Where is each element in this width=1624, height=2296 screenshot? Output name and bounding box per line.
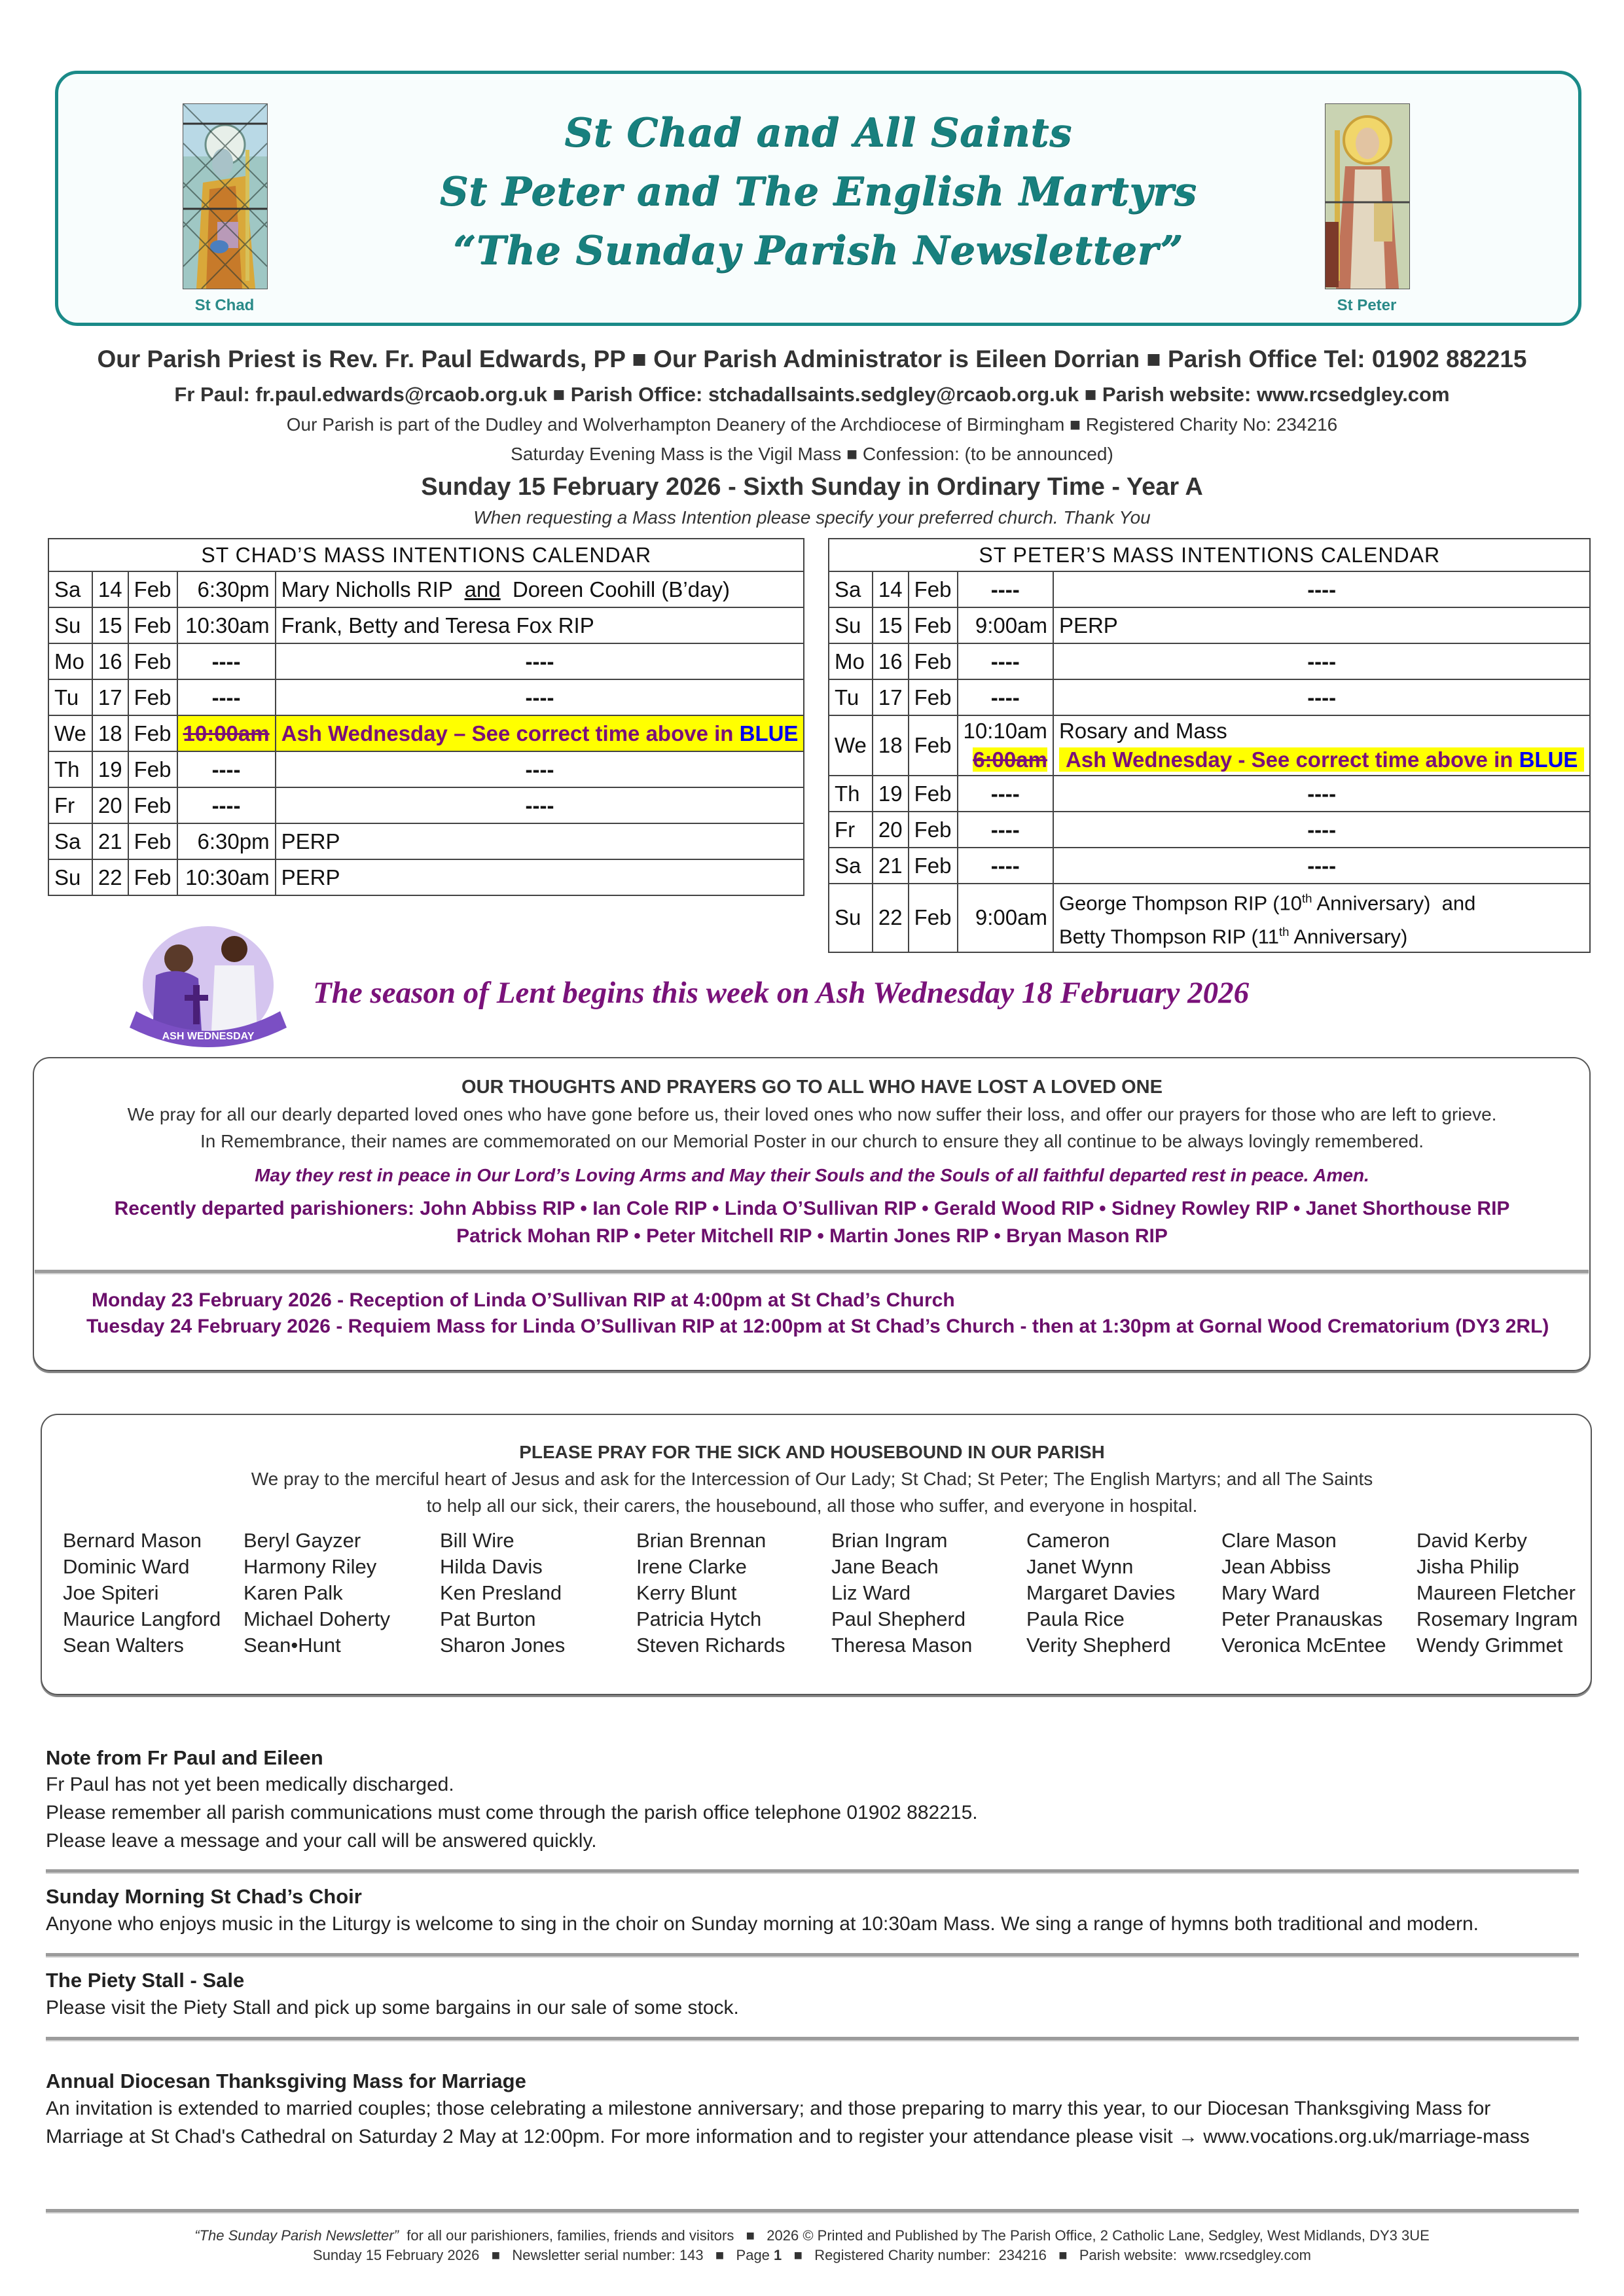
time-cell: 6:30pm bbox=[177, 823, 276, 859]
struck-time: 6:00am bbox=[973, 747, 1047, 772]
note-body bbox=[46, 1770, 978, 1855]
sick-name: Sean Walters bbox=[63, 1634, 184, 1657]
sick-name: Hilda Davis bbox=[440, 1555, 543, 1578]
divider bbox=[35, 1270, 1589, 1274]
table-row bbox=[48, 823, 804, 859]
note-line: Fr Paul has not yet been medically discharged. bbox=[46, 1774, 454, 1795]
note-line: Please remember all parish communications must come through the parish office telephone 01902 882215. bbox=[46, 1802, 978, 1823]
sick-name: Margaret Davies bbox=[1026, 1581, 1176, 1604]
time-cell: ---- bbox=[958, 679, 1053, 715]
masthead-title-line-2: St Peter and The English Martyrs bbox=[439, 169, 1197, 215]
table-row bbox=[829, 571, 1590, 607]
sick-name: Liz Ward bbox=[831, 1581, 911, 1604]
month-cell: Feb bbox=[909, 643, 958, 679]
parish-contacts-line: Our Parish Priest is Rev. Fr. Paul Edwards, PP ■ Our Parish Administrator is Eileen Dorrian ■ Parish Office Tel: 01902 882215 bbox=[97, 346, 1527, 372]
vigil-confession-line: Saturday Evening Mass is the Vigil Mass ■ Confession: (to be announced) bbox=[511, 444, 1113, 464]
divider bbox=[46, 2037, 1579, 2041]
bereavement-text-1: We pray for all our dearly departed loved ones who have gone before us, their loved ones who now suffer their loss, and offer our prayers for those who are left to grieve. bbox=[127, 1104, 1497, 1124]
table-row bbox=[48, 787, 804, 823]
blue-word: BLUE bbox=[739, 721, 799, 745]
marriage-line-1: An invitation is extended to married couples; those celebrating a milestone anniversary; and those preparing to marry this year, to our Diocesan Thanksgiving Mass for bbox=[46, 2098, 1491, 2119]
masthead bbox=[55, 71, 1581, 326]
ordinal-suffix: th bbox=[1302, 891, 1312, 905]
table-row bbox=[48, 643, 804, 679]
newsletter-name: “The Sunday Parish Newsletter” bbox=[194, 2227, 399, 2244]
intention-cell: ---- bbox=[276, 787, 804, 823]
day-cell: Fr bbox=[48, 787, 92, 823]
intention-cell: ---- bbox=[1053, 776, 1590, 812]
time-cell: 6:30pm bbox=[177, 571, 276, 607]
time-cell: ---- bbox=[958, 812, 1053, 848]
day-cell: Th bbox=[48, 751, 92, 787]
footer-serial-info: Sunday 15 February 2026 ■ Newsletter serial number: 143 ■ Page bbox=[312, 2247, 774, 2263]
sick-name: Mary Ward bbox=[1221, 1581, 1320, 1604]
sick-name: Karen Palk bbox=[244, 1581, 343, 1604]
table-row bbox=[829, 776, 1590, 812]
parish-emails-line: Fr Paul: fr.paul.edwards@rcaob.org.uk ■ Parish Office: stchadallsaints.sedgley@rcaob.org.uk ■ Parish website: www.rcsedgley.com bbox=[174, 383, 1450, 406]
month-cell: Feb bbox=[128, 823, 177, 859]
sick-name: Maureen Fletcher bbox=[1416, 1581, 1576, 1604]
masthead-title-line-3: “The Sunday Parish Newsletter” bbox=[453, 228, 1183, 274]
sick-name: Kerry Blunt bbox=[636, 1581, 737, 1604]
intention-and: and bbox=[464, 577, 501, 601]
month-cell: Feb bbox=[128, 643, 177, 679]
day-cell: We bbox=[829, 715, 873, 776]
divider bbox=[46, 1869, 1579, 1874]
sick-name: Jean Abbiss bbox=[1221, 1555, 1331, 1578]
month-cell: Feb bbox=[128, 859, 177, 895]
time-cell: ---- bbox=[177, 751, 276, 787]
month-cell: Feb bbox=[909, 884, 958, 952]
intention-cell bbox=[276, 571, 804, 607]
sick-name: Harmony Riley bbox=[244, 1555, 377, 1578]
choir-title: Sunday Morning St Chad’s Choir bbox=[46, 1885, 362, 1908]
day-cell: Su bbox=[829, 607, 873, 643]
date-cell: 15 bbox=[873, 607, 909, 643]
bereavement-text-2: In Remembrance, their names are commemorated on our Memorial Poster in our church to ensure they all continue to be always lovingly remembered. bbox=[200, 1131, 1424, 1151]
day-cell: Tu bbox=[829, 679, 873, 715]
time-cell: ---- bbox=[177, 679, 276, 715]
sick-name: Ken Presland bbox=[440, 1581, 562, 1604]
footer-charity-website: ■ Registered Charity number: 234216 ■ Parish website: www.rcsedgley.com bbox=[782, 2247, 1312, 2263]
intention-text: Betty Thompson RIP (11 bbox=[1058, 925, 1279, 948]
date-cell: 21 bbox=[873, 848, 909, 884]
time-cell: ---- bbox=[958, 776, 1053, 812]
sick-name: Clare Mason bbox=[1221, 1529, 1337, 1552]
time-cell: 10:30am bbox=[177, 607, 276, 643]
footer-publisher: for all our parishioners, families, friends and visitors ■ 2026 © Printed and Published by The Parish Office, 2 Catholic Lane, Sedgley, West Midlands, DY3 3UE bbox=[399, 2227, 1430, 2244]
date-cell: 18 bbox=[873, 715, 909, 776]
month-cell: Feb bbox=[909, 812, 958, 848]
date-cell: 21 bbox=[92, 823, 128, 859]
date-cell: 20 bbox=[92, 787, 128, 823]
table-row bbox=[48, 571, 804, 607]
date-cell: 16 bbox=[92, 643, 128, 679]
sick-name: Irene Clarke bbox=[636, 1555, 747, 1578]
day-cell: Sa bbox=[829, 848, 873, 884]
mass-intention-request-note: When requesting a Mass Intention please specify your preferred church. Thank You bbox=[473, 507, 1151, 528]
ash-wednesday-notice: Ash Wednesday - See correct time above in bbox=[1065, 747, 1519, 772]
sick-name: Sean•Hunt bbox=[244, 1634, 341, 1657]
footer-line-1 bbox=[0, 2227, 1624, 2244]
intention-cell: PERP bbox=[276, 823, 804, 859]
sick-name: Beryl Gayzer bbox=[244, 1529, 361, 1552]
intention-text: Doreen Coohill (B’day) bbox=[500, 577, 730, 601]
date-cell: 22 bbox=[873, 884, 909, 952]
lent-announcement: The season of Lent begins this week on Ash Wednesday 18 February 2026 bbox=[313, 976, 1250, 1010]
month-cell: Feb bbox=[909, 679, 958, 715]
liturgical-date-line: Sunday 15 February 2026 - Sixth Sunday in Ordinary Time - Year A bbox=[421, 473, 1203, 501]
month-cell: Feb bbox=[128, 607, 177, 643]
sick-name: Jane Beach bbox=[831, 1555, 939, 1578]
st-peter-stained-glass-image bbox=[1325, 103, 1410, 289]
date-cell: 14 bbox=[873, 571, 909, 607]
sick-intercession-text-1: We pray to the merciful heart of Jesus and ask for the Intercession of Our Lady; St Chad; St Peter; The English Martyrs; and all The Saints bbox=[251, 1469, 1373, 1489]
date-cell: 16 bbox=[873, 643, 909, 679]
sick-name: Pat Burton bbox=[440, 1607, 536, 1630]
intention-cell: ---- bbox=[1053, 848, 1590, 884]
page-number: 1 bbox=[774, 2247, 782, 2263]
footer-line-2 bbox=[0, 2247, 1624, 2264]
table-row bbox=[48, 679, 804, 715]
table-row bbox=[48, 607, 804, 643]
sick-name: Michael Doherty bbox=[244, 1607, 390, 1630]
table-title: ST PETER’S MASS INTENTIONS CALENDAR bbox=[829, 539, 1590, 571]
sick-intercession-text-2: to help all our sick, their carers, the housebound, all those who suffer, and everyone in hospital. bbox=[426, 1496, 1198, 1516]
intention-cell: ---- bbox=[1053, 643, 1590, 679]
sick-name: Wendy Grimmet bbox=[1416, 1634, 1563, 1657]
sick-name: Joe Spiteri bbox=[63, 1581, 159, 1604]
masthead-title-line-1: St Chad and All Saints bbox=[564, 110, 1072, 156]
day-cell: We bbox=[48, 715, 92, 751]
time-cell bbox=[958, 715, 1053, 776]
time-cell: ---- bbox=[958, 571, 1053, 607]
date-cell: 22 bbox=[92, 859, 128, 895]
month-cell: Feb bbox=[128, 571, 177, 607]
sick-name: Paula Rice bbox=[1026, 1607, 1125, 1630]
date-cell: 19 bbox=[873, 776, 909, 812]
day-cell: Sa bbox=[829, 571, 873, 607]
day-cell: Mo bbox=[48, 643, 92, 679]
piety-stall-title: The Piety Stall - Sale bbox=[46, 1969, 245, 1992]
month-cell: Feb bbox=[909, 607, 958, 643]
table-row bbox=[829, 607, 1590, 643]
time-cell: 9:00am bbox=[958, 607, 1053, 643]
rest-in-peace-prayer: May they rest in peace in Our Lord’s Loving Arms and May their Souls and the Souls of all faithful departed rest in peace. Amen. bbox=[255, 1165, 1369, 1185]
table-row bbox=[829, 884, 1590, 952]
intention-cell bbox=[1053, 715, 1590, 776]
intention-cell: ---- bbox=[1053, 571, 1590, 607]
sick-name: Brian Brennan bbox=[636, 1529, 767, 1552]
sick-name: Cameron bbox=[1026, 1529, 1110, 1552]
date-cell: 19 bbox=[92, 751, 128, 787]
sick-name: Peter Pranauskas bbox=[1221, 1607, 1383, 1630]
intention-cell: Frank, Betty and Teresa Fox RIP bbox=[276, 607, 804, 643]
day-cell: Th bbox=[829, 776, 873, 812]
intention-cell: ---- bbox=[276, 751, 804, 787]
month-cell: Feb bbox=[909, 776, 958, 812]
sick-name: Bill Wire bbox=[440, 1529, 514, 1552]
deanery-charity-line: Our Parish is part of the Dudley and Wolverhampton Deanery of the Archdiocese of Birmingham ■ Registered Charity No: 234216 bbox=[286, 414, 1338, 435]
day-cell: Su bbox=[48, 859, 92, 895]
intention-cell: PERP bbox=[1053, 607, 1590, 643]
requiem-mass-event: Tuesday 24 February 2026 - Requiem Mass for Linda O’Sullivan RIP at 12:00pm at St Chad’s Church - then at 1:30pm at Gornal Wood Crematorium (DY3 2RL) bbox=[86, 1316, 1549, 1337]
time-cell: ---- bbox=[958, 643, 1053, 679]
sick-name: Patricia Hytch bbox=[636, 1607, 762, 1630]
marriage-mass-title: Annual Diocesan Thanksgiving Mass for Marriage bbox=[46, 2070, 526, 2092]
bereavement-title: OUR THOUGHTS AND PRAYERS GO TO ALL WHO HAVE LOST A LOVED ONE bbox=[461, 1077, 1163, 1098]
intention-cell: ---- bbox=[276, 679, 804, 715]
st-peter-caption: St Peter bbox=[1337, 296, 1397, 314]
date-cell: 14 bbox=[92, 571, 128, 607]
month-cell: Feb bbox=[128, 715, 177, 751]
date-cell: 15 bbox=[92, 607, 128, 643]
piety-stall-text: Please visit the Piety Stall and pick up some bargains in our sale of some stock. bbox=[46, 1997, 739, 2018]
table-row-ash-wednesday bbox=[48, 715, 804, 751]
st-peter-mass-intentions-table bbox=[828, 538, 1591, 953]
sick-name: Brian Ingram bbox=[831, 1529, 948, 1552]
table-row bbox=[48, 859, 804, 895]
date-cell: 18 bbox=[92, 715, 128, 751]
ordinal-suffix: th bbox=[1278, 925, 1290, 939]
intention-cell: ---- bbox=[276, 643, 804, 679]
ash-wednesday-graphic bbox=[117, 920, 306, 1050]
choir-text: Anyone who enjoys music in the Liturgy is welcome to sing in the choir on Sunday morning at 10:30am Mass. We sing a range of hymns both traditional and modern. bbox=[46, 1913, 1479, 1935]
blue-word: BLUE bbox=[1519, 747, 1578, 772]
recently-departed-line-2: Patrick Mohan RIP • Peter Mitchell RIP • Martin Jones RIP • Bryan Mason RIP bbox=[456, 1225, 1168, 1247]
divider bbox=[46, 1953, 1579, 1958]
sick-name: Steven Richards bbox=[636, 1634, 785, 1657]
day-cell: Tu bbox=[48, 679, 92, 715]
sick-name: David Kerby bbox=[1416, 1529, 1527, 1552]
intention-text: Mary Nicholls RIP bbox=[281, 577, 465, 601]
day-cell: Fr bbox=[829, 812, 873, 848]
recently-departed-line-1: Recently departed parishioners: John Abbiss RIP • Ian Cole RIP • Linda O’Sullivan RIP • Gerald Wood RIP • Sidney Rowley RIP • Janet Shorthouse RIP bbox=[114, 1198, 1510, 1219]
st-chad-caption: St Chad bbox=[194, 296, 255, 314]
time-cell: ---- bbox=[958, 848, 1053, 884]
st-chad-mass-intentions-table bbox=[48, 538, 804, 896]
sick-name: Janet Wynn bbox=[1026, 1555, 1134, 1578]
day-cell: Su bbox=[48, 607, 92, 643]
sick-name: Jisha Philip bbox=[1416, 1555, 1519, 1578]
intention-cell bbox=[276, 715, 804, 751]
time-cell: ---- bbox=[177, 787, 276, 823]
table-row bbox=[829, 679, 1590, 715]
month-cell: Feb bbox=[909, 848, 958, 884]
marriage-mass-text bbox=[46, 2094, 1530, 2151]
table-row bbox=[829, 812, 1590, 848]
table-title: ST CHAD’S MASS INTENTIONS CALENDAR bbox=[48, 539, 804, 571]
intention-cell bbox=[1053, 884, 1590, 952]
time-cell: 10:30am bbox=[177, 859, 276, 895]
intention-text: George Thompson RIP (10 bbox=[1058, 891, 1302, 915]
sick-name: Theresa Mason bbox=[831, 1634, 973, 1657]
month-cell: Feb bbox=[128, 787, 177, 823]
table-row-ash-wednesday bbox=[829, 715, 1590, 776]
sick-names-list bbox=[63, 1528, 1578, 1657]
day-cell: Sa bbox=[48, 571, 92, 607]
time-primary: 10:10am bbox=[963, 719, 1047, 743]
month-cell: Feb bbox=[909, 571, 958, 607]
intention-primary: Rosary and Mass bbox=[1058, 719, 1227, 743]
struck-time: 10:00am bbox=[183, 721, 270, 745]
sick-name: Paul Shepherd bbox=[831, 1607, 966, 1630]
month-cell: Feb bbox=[128, 679, 177, 715]
intention-text: Anniversary) and bbox=[1312, 891, 1476, 915]
sick-name: Dominic Ward bbox=[63, 1555, 190, 1578]
table-row bbox=[829, 643, 1590, 679]
sick-name: Veronica McEntee bbox=[1221, 1634, 1386, 1657]
date-cell: 17 bbox=[873, 679, 909, 715]
sick-name: Bernard Mason bbox=[63, 1529, 202, 1552]
day-cell: Su bbox=[829, 884, 873, 952]
month-cell: Feb bbox=[128, 751, 177, 787]
note-line: Please leave a message and your call will be answered quickly. bbox=[46, 1830, 597, 1852]
day-cell: Sa bbox=[48, 823, 92, 859]
ash-wednesday-badge-text: ASH WEDNESDAY bbox=[162, 1031, 255, 1042]
footer-divider bbox=[46, 2209, 1579, 2214]
month-cell: Feb bbox=[909, 715, 958, 776]
intention-cell: ---- bbox=[1053, 679, 1590, 715]
intention-text: Anniversary) bbox=[1289, 925, 1408, 948]
marriage-line-2: Marriage at St Chad's Cathedral on Saturday 2 May at 12:00pm. For more information and to register your attendance please visit → www.vocations.org.uk/marriage-mass bbox=[46, 2126, 1530, 2147]
date-cell: 17 bbox=[92, 679, 128, 715]
intention-cell: ---- bbox=[1053, 812, 1590, 848]
sick-name: Rosemary Ingram bbox=[1416, 1607, 1578, 1630]
ash-wednesday-notice: Ash Wednesday – See correct time above in bbox=[281, 721, 740, 745]
intention-cell: PERP bbox=[276, 859, 804, 895]
time-cell: 9:00am bbox=[958, 884, 1053, 952]
time-cell: ---- bbox=[177, 643, 276, 679]
reception-event: Monday 23 February 2026 - Reception of Linda O’Sullivan RIP at 4:00pm at St Chad’s Church bbox=[92, 1289, 955, 1311]
sick-name: Sharon Jones bbox=[440, 1634, 566, 1657]
table-row bbox=[829, 848, 1590, 884]
sick-name: Maurice Langford bbox=[63, 1607, 221, 1630]
sick-section-title: PLEASE PRAY FOR THE SICK AND HOUSEBOUND IN OUR PARISH bbox=[519, 1442, 1105, 1462]
day-cell: Mo bbox=[829, 643, 873, 679]
time-cell-struck bbox=[177, 715, 276, 751]
table-row bbox=[48, 751, 804, 787]
date-cell: 20 bbox=[873, 812, 909, 848]
note-title: Note from Fr Paul and Eileen bbox=[46, 1746, 323, 1769]
sick-name: Verity Shepherd bbox=[1026, 1634, 1171, 1657]
